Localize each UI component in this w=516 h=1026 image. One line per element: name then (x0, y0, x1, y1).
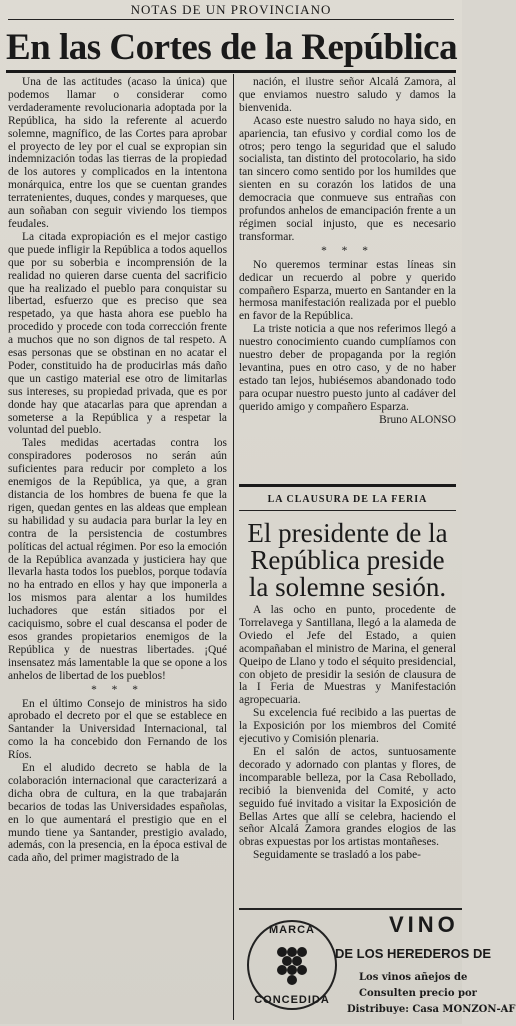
right-column-text-top (239, 76, 456, 476)
ad-title: VINO (389, 912, 459, 937)
paragraph: No queremos terminar estas líneas sin dedicar un recuerdo al pobre y querido compañero Esparza, muerto en Santander en la hermosa manifestación realizada por el pueblo en favor de la República. (239, 258, 456, 323)
paragraph: nación, el ilustre señor Alcalá Zamora, al que enviamos nuestro saludo y damos la bienvenida. (239, 76, 456, 114)
left-column-text (8, 76, 227, 1020)
paragraph: La triste noticia a que nos referimos llegó a nuestro conocimiento cuando cumplíamos con nuestro deber de propaganda por la región levantina, pues en otro caso, y de no haber estado tan lejos, hubiésemos abandonado todo para ocupar nuestro puesto junto al cadáver del querido amigo y compañero Esparza. (239, 323, 456, 413)
section-rule (239, 484, 456, 487)
stamp-top-text: MARCA (269, 924, 315, 936)
column-kicker: NOTAS DE UN PROVINCIANO (130, 2, 332, 17)
right-column-text-bottom (239, 604, 456, 906)
paragraph: Una de las actitudes (acaso la única) que podemos llamar o considerar como verdaderamente revolucionaria adoptada por la República, ha sido la referente al acuerdo solemne, magnífico, de las Cortes para aprobar el proyecto de ley por el cual se expropian sin indemnización todas las tierras de la propiedad de los autores y complicados en la intentona monárquica, entre los que se cuentan grandes terratenientes, duques, condes y marqueses, que aun soñaban con seguir viviendo los tiempos feudales. (8, 76, 227, 230)
paragraph: En el aludido decreto se habla de la colaboración internacional que caracterizará a dicha obra de cultura, en la que trabajarán becarios de todas las Universidades españolas, en lo que aumentará el prestigio que en el mundo tiene ya Santander, prestigio avalado, además, con la presencia, en la época estival de cada año, del primer magistrado de la (8, 762, 227, 865)
section-label-rule (239, 510, 456, 511)
section-label: LA CLAUSURA DE LA FERIA (267, 494, 428, 505)
paragraph: Tales medidas acertadas contra los conspiradores poderosos no serán aún suficientes para reducir por completo a los enemigos de la República, ya que, a gran distancia de los hombres de buena fe que la rigen, quedan gentes en las aldeas que emplean su habilidad y su audacia para burlar la ley en contra de la persistencia de costumbres políticas del actual régimen. Por eso la emoción de la República avanzada y justiciera hay que llevarla hasta todos los pueblos, porque todavía no ha entrado en ellos y hay que imponerla a los mismos para alentar a los humildes luchadores que están sitiados por el caciquismo, sobre el cual descansa el poder de esos grandes propietarios enemigos de la República y de nuestras libertades. ¡Qué insensatez más lamentable la que se opone a los anhelos de libertad de los pueblos! (8, 437, 227, 682)
paragraph: Acaso este nuestro saludo no haya sido, en apariencia, tan efusivo y cordial como los de otros; pero tengo la seguridad que el saludo socialista, tan distinto del protocolario, ha sido tan sincero como sentido por los humildes que sienten en su corazón los latidos de una democracia que conmueve sus entrañas con profundos anhelos de emancipación frente a un régimen social injusto, que es necesario transformar. (239, 114, 456, 243)
author-signature: Bruno ALONSO (379, 413, 456, 426)
secondary-headline-line: la solemne sesión. (248, 572, 447, 602)
paragraph: Seguidamente se trasladó a los pabe- (253, 849, 421, 862)
paragraph: En el salón de actos, suntuosamente decorado y adornado con plantas y flores, de incomparable belleza, por la Casa Rebollado, recibió la bienvenida del Comité, y acto seguido fué invitado a visitar la Exposición de Bellas Artes que allí se celebra, haciendo el señor Alcalá Zamora grandes elogios de las obras expuestas por los artistas montañeses. (239, 745, 456, 849)
section-stars: * * * (321, 244, 374, 257)
paragraph: Su excelencia fué recibido a las puertas de la Exposición por los miembros del Comité ejecutivo y Comisión plenaria. (239, 707, 456, 746)
ad-line-1: Los vinos añejos de (359, 972, 468, 983)
stamp-bottom-text: CONCEDIDA (254, 994, 330, 1006)
paragraph: En el último Consejo de ministros ha sido aprobado el decreto por el que se establece en Santander la Universidad Internacional, tal como la ha concebido don Fernando de los Ríos. (8, 697, 227, 762)
wine-advertisement (239, 908, 516, 1026)
ad-line-3: Distribuye: Casa MONZON-AF (347, 1004, 516, 1015)
ad-maker: DE LOS HEREDEROS DE (335, 946, 492, 961)
ad-line-2: Consulten precio por (359, 988, 477, 999)
headline-rule (6, 70, 456, 73)
article-headline: En las Cortes de la República (6, 27, 458, 68)
secondary-headline-line: El presidente de la (247, 518, 448, 548)
paragraph: La citada expropiación es el mejor castigo que puede infligir la República a todos aquellos que por su soberbia e incomprensión de la realidad no quieren darse cuenta del sacrificio que ha realizado el pueblo para conquistar su libertad, esfuerzo que es preciso que sea respetado, ya que hasta ahora ese pueblo ha procedido y procede con toda corrección frente a muchos que no son dignos de tal respeto. A esas personas que se obstinan en no acatar el Poder, constituido ha de producirlas más daño que un castigo material ese otro de limitarlas sus intereses, su propiedad privada, que es por donde hay que atacarlas para que aprendan a someterse a la República y a respetar la voluntad del pueblo. (8, 230, 227, 437)
secondary-headline-line: República preside (250, 545, 445, 575)
grapes-icon (272, 940, 312, 990)
column-divider (233, 74, 234, 1020)
concedida-stamp (247, 920, 337, 1010)
secondary-headline (239, 520, 456, 601)
paragraph: A las ocho en punto, procedente de Torrelavega y Santillana, llegó a la alameda de Oviedo el Jefe del Estado, a quien acompañaban el ministro de Marina, el general Queipo de Llano y todo el séquito presidencial, con objeto de presidir la sesión de clausura de la I Feria de Muestras y Manifestación agropecuaria. (239, 604, 456, 707)
kicker-rule (8, 19, 454, 20)
section-stars: * * * (91, 683, 144, 696)
